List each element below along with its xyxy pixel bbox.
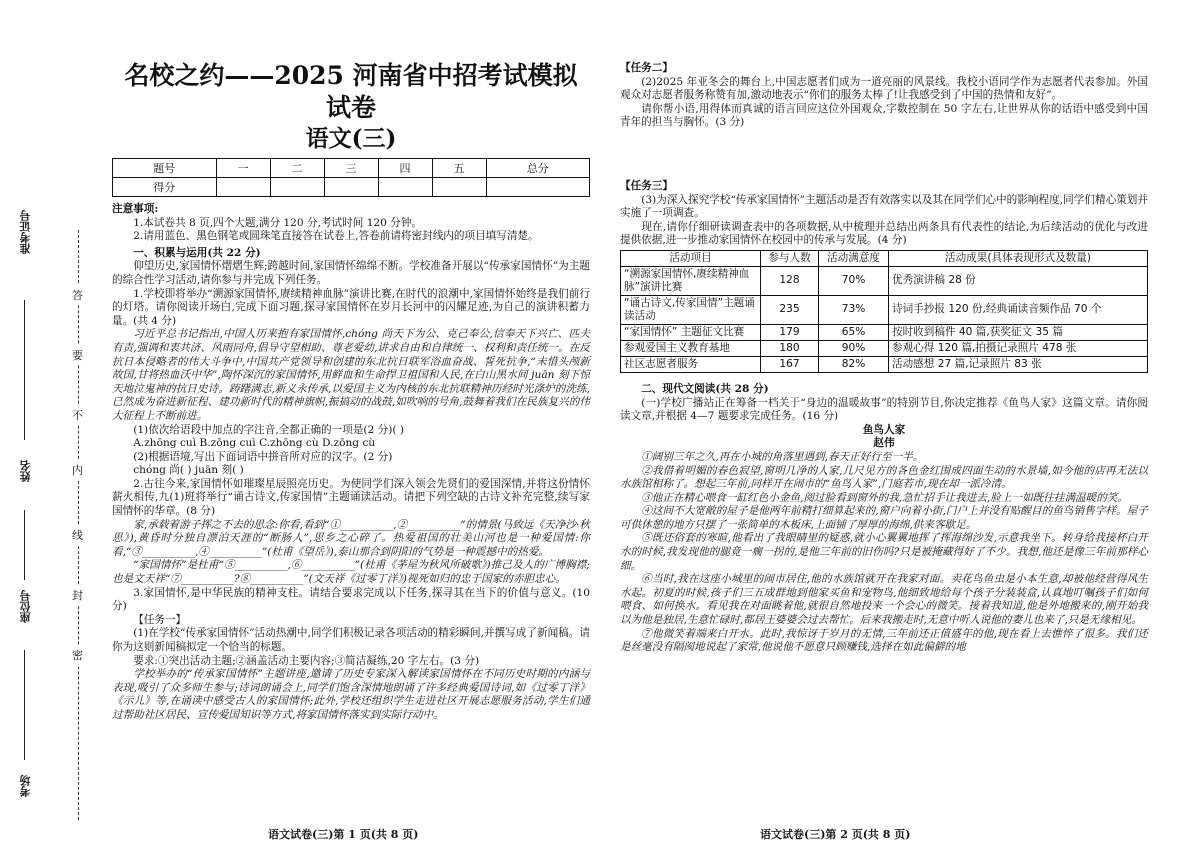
- article-title: 鱼鸟人家: [862, 423, 906, 436]
- seal-char: 线: [72, 525, 83, 545]
- question-1-passage: 习近平总书记指出,中国人历来抱有家国情怀,chóng 尚天下为公、克己奉公,信奉天下兴亡、匹夫有责,强调和衷共济、风雨同舟,倡导守望相助、尊老爱幼,讲求自由和自律统一、权利和责任统一。在反抗日本侵略者的伟大斗争中,中国共产党领导和创建的东北抗日联军浴血奋战、誓死抗争,“未惜头颅新故国,甘将热血沃中华”,陶怀深沉的家国情怀,用鲜血和生命捍卫祖国和人民,在白山黑水间 juān 刻下惊天地泣鬼神的抗日史诗。踌躇满志,新义永传承,以爱国主义为内核的东北抗联精神历经时光涤炉的洗练,已然成为奋进新征程、建功新时代的精神旗帜,振搞动的战鼓,如吹响的号角,鼓舞着我们在民族复兴的伟大征程上不断前进。: [112, 328, 590, 422]
- table-row: [621, 324, 1148, 340]
- survey-cell: 180: [761, 340, 819, 356]
- table-row: [621, 295, 1148, 324]
- score-header-cell: 二: [270, 159, 324, 178]
- survey-cell: 65%: [819, 324, 889, 340]
- survey-cell: 82%: [819, 356, 889, 372]
- article-paragraph: ①阔别三年之久,再在小城的角落里遇到,春天正好行至一半。: [641, 450, 924, 463]
- score-header-cell: 题号: [113, 159, 217, 178]
- seal-char: 密: [72, 645, 83, 665]
- survey-cell: 诗词手抄报 120 份,经典诵读音频作品 70 个: [889, 295, 1148, 324]
- seal-char: 内: [72, 460, 83, 480]
- footer-page-2: 语文试卷(三)第 2 页(共 8 页): [760, 828, 911, 841]
- name-line: [24, 510, 25, 580]
- table-row: [621, 266, 1148, 295]
- survey-header-cell: 活动满意度: [819, 250, 889, 266]
- footer-page-1: 语文试卷(三)第 1 页(共 8 页): [268, 828, 419, 841]
- survey-cell: 参观心得 120 篇,拍摄记录照片 478 张: [889, 340, 1148, 356]
- task-2: (2)2025 年亚冬会的舞台上,中国志愿者们成为一道亮丽的风景线。我校小语同学作为志愿者代表参加。外国观众对志愿者服务称赞有加,激动地表示“你们的服务太棒了!让我感受到了中国的热情和友好”。: [620, 75, 1148, 102]
- task-1-heading: 【任务一】: [133, 613, 187, 626]
- survey-cell: “溯源家国情怀,赓续精神血脉”演讲比赛: [621, 266, 761, 295]
- table-row: [621, 340, 1148, 356]
- survey-cell: 优秀演讲稿 28 份: [889, 266, 1148, 295]
- seat-line: [24, 650, 25, 760]
- room-label: 考场: [19, 775, 32, 797]
- exam-id-label: 准考证号: [19, 210, 32, 254]
- article-paragraph: ③他正在精心喂食一缸红色小金鱼,阅过脸看到窗外的我,急忙招手让我进去,脸上一如既往挂满温暖的笑。: [641, 491, 1129, 504]
- question-1: 1.学校即将举办“溯源家国情怀,赓续精神血脉”演讲比赛,在时代的浪潮中,家国情怀始终是我们前行的灯塔。请你阅读开场白,完成下面习题,探寻家国情怀在岁月长河中的闪耀足迹,为自己的演讲积蓄力量。(共 4 分): [112, 287, 590, 327]
- section-1-heading: 一、积累与运用(共 22 分): [133, 246, 261, 259]
- exam-id-line: [24, 300, 25, 440]
- article-paragraph: ④这间不大宽敞的屋子是他两年前精打细算起来的,窗户向着小街,门户上并没有贴醒目的鱼鸟销售字样。屋子可供休憩的地方只摆了一张简单的木板床,上面铺了厚厚的海绵,供来客歇足。: [620, 505, 1148, 531]
- survey-cell: 167: [761, 356, 819, 372]
- survey-cell: 70%: [819, 266, 889, 295]
- score-table: [112, 158, 590, 197]
- article-paragraph: ⑤既还俗套的寒暄,他看出了我眼睛里的疑惑,就小心翼翼地挥了挥海绵沙发,示意我坐下。转身给我接杯白开水的时候,我发现他的腿竟一瘸一拐的,是他三年前的旧伤吗?只是被掩藏得好了不少。我想,他还是像三年前那样心细。: [620, 532, 1148, 572]
- survey-cell: 90%: [819, 340, 889, 356]
- survey-cell: 参观爱国主义教育基地: [621, 340, 761, 356]
- question-2-text-2: “家国情怀”是杜甫“⑤__________,⑥__________”(杜甫《茅屋为秋风所破歌》)推己及人的广博胸襟;也是文天祥“⑦__________?⑧__________”(文天祥《过零丁洋》)视死如归的忠于国家的赤胆忠心。: [112, 559, 590, 586]
- question-1-1-options: A.zhōng cuì B.zōng cuì C.zhōng cù D.zōng cù: [133, 437, 376, 450]
- section-2-intro: (一)学校广播站正在筹备一档关于“身边的温暖故事”的特别节目,你决定推荐《鱼鸟人家》这篇文章。请你阅读文章,并根据 4—7 题要求完成任务。(16 分): [620, 396, 1148, 423]
- task-2-heading: 【任务二】: [620, 62, 673, 74]
- question-1-1: (1)依次给语段中加点的字注音,全都正确的一项是(2 分)( ): [133, 423, 405, 436]
- article-paragraph: ⑥当时,我在这座小城里的闹市居住,他的水族馆就开在我家对面。卖花鸟鱼虫是小本生意,却被他经营得风生水起。初夏的时候,孩子们三五成群地到他家买鱼和宠物鸟,他细致地给每个孩子分装装盒,认真地叮嘱孩子们如何喂食、如何换水。看见我在对面眺着他,就很自然地投来一个会心的微笑。接着我知道,他是外地搬来的,刚开始我以为他是独居,生意忙碌时,都居王婆婆会过去帮忙。后来我搬走时,无意中听人说他的妻儿也来了,只是无缘相见。: [620, 573, 1148, 627]
- survey-cell: 235: [761, 295, 819, 324]
- task-3-requirements: 现在,请你仔细研读调查表中的各项数据,从中梳理并总结出两条具有代表性的结论,为后续活动的优化与改进提供依据,进一步推动家国情怀在校园中的传承与发展。(4 分): [620, 220, 1148, 247]
- score-header-cell: 五: [432, 159, 486, 178]
- binding-strip: [0, 0, 110, 849]
- seal-char: 要: [72, 345, 83, 365]
- seal-char: 封: [72, 585, 83, 605]
- task-2-requirements: 请你帮小语,用得体而真诚的语言回应这位外国观众,字数控制在 50 字左右,让世界从你的话语中感受到中国青年的担当与胸怀。(3 分): [620, 102, 1148, 129]
- survey-cell: 社区志愿者服务: [621, 356, 761, 372]
- score-cell[interactable]: [324, 178, 378, 197]
- note-item: 2.请用蓝色、黑色钢笔或圆珠笔直接答在试卷上,答卷前请将密封线内的项目填写清楚。: [133, 230, 539, 243]
- article-author: 赵伟: [873, 437, 895, 450]
- question-1-2-blanks: chóng 尚( ) juān 刻( ): [133, 464, 244, 477]
- task-3: (3)为深入探究学校“传承家国情怀”主题活动是否有效落实以及其在同学们心中的影响程度,同学们精心策划并实施了一项调查。: [620, 193, 1148, 220]
- seal-char: 不: [72, 405, 83, 425]
- survey-header-cell: 参与人数: [761, 250, 819, 266]
- score-cell[interactable]: [270, 178, 324, 197]
- question-3: 3.家国情怀,是中华民族的精神支柱。请结合要求完成以下任务,探寻其在当下的价值与意义。(10 分): [112, 586, 590, 613]
- survey-cell: 活动感想 27 篇,记录照片 83 张: [889, 356, 1148, 372]
- task-1-requirements: 要求:①突出活动主题;②涵盖活动主要内容;③简洁凝练,20 字左右。(3 分): [133, 654, 480, 667]
- survey-table: [620, 250, 1148, 373]
- page-2: [620, 62, 1148, 655]
- survey-cell: 按时收到稿件 40 篇,获奖征文 35 篇: [889, 324, 1148, 340]
- page-1: [112, 60, 590, 723]
- survey-cell: 128: [761, 266, 819, 295]
- survey-header-cell: 活动成果(具体表现形式及数量): [889, 250, 1148, 266]
- survey-cell: 73%: [819, 295, 889, 324]
- score-cell[interactable]: [432, 178, 486, 197]
- article-paragraph: ⑦他微笑着端来白开水。此时,我惊讶于岁月的无情,三年前还正值盛年的他,现在看上去憔悴了很多。我们还是丝毫没有隔阂地说起了家常,他说他不愿意只顾赚钱,选择在如此偏僻的地: [620, 627, 1148, 654]
- survey-header-cell: 活动项目: [621, 250, 761, 266]
- score-header-cell: 总分: [486, 159, 590, 178]
- score-cell[interactable]: [486, 178, 590, 197]
- table-row: [621, 356, 1148, 372]
- name-label: 姓名: [19, 460, 32, 482]
- task-3-heading: 【任务三】: [620, 179, 673, 192]
- score-header-cell: 四: [378, 159, 432, 178]
- exam-subtitle: 语文(三): [305, 125, 397, 152]
- question-1-2: (2)根据语境,写出下面词语中拼音所对应的汉字。(2 分): [133, 450, 393, 463]
- score-cell[interactable]: [216, 178, 270, 197]
- exam-title: 名校之约——2025 河南省中招考试模拟试卷: [124, 61, 578, 122]
- survey-cell: “诵古诗文,传家国情”主题诵读活动: [621, 295, 761, 324]
- score-row-label: 得分: [113, 178, 217, 197]
- section-2-heading: 二、现代文阅读(共 28 分): [641, 382, 769, 395]
- article-paragraph: ②我借着明媚的春色寂望,窗明几净的人家,几尺见方的各色金红围成四面生动的水景墙,如今他的店再无法以水族馆相称了。想起三年前,同样开在闹市的“鱼鸟人家”,门庭若市,现在却一派冷清。: [620, 464, 1148, 491]
- note-item: 1.本试卷共 8 页,四个大题,满分 120 分,考试时间 120 分钟。: [133, 216, 423, 229]
- seat-label: 座位号: [19, 590, 32, 623]
- question-2-text: 家,承载着游子挥之不去的思念:你看,看到“①__________,②__________”的情景(马致远《天净沙·秋思》),黄昏时分独自漂泊天涯的“断肠人”,思乡之心碎了。热爱祖国的壮美山河也是一种爱国情:你看,“③__________,④__________”(杜甫《望岳》),泰山那合到阴阳的气势是一种震撼中的热爱。: [112, 518, 590, 558]
- task-1: (1)在学校“传承家国情怀”活动热潮中,同学们积极记录各项活动的精彩瞬间,并撰写成了新闻稿。请你为这则新闻稿拟定一个恰当的标题。: [112, 627, 590, 653]
- score-header-cell: 三: [324, 159, 378, 178]
- notes-heading: 注意事项:: [112, 203, 159, 215]
- task-1-news: 学校举办的“传承家国情怀”主题讲座,邀请了历史专家深入解读家国情怀在不同历史时期的内涵与表现,吸引了众多师生参与;诗词朗诵会上,同学们饱含深情地朗诵了许多经典爱国诗词,如《过零丁洋》《示儿》等,在诵读中感受古人的家国情怀;此外,学校还组织学生走进社区开展志愿服务活动,学生们通过帮助社区居民、宣传爱国知识等方式,将家国情怀落实到实际行动中。: [112, 668, 590, 721]
- survey-cell: 179: [761, 324, 819, 340]
- section-1-intro: 仰望历史,家国情怀熠熠生辉;跨越时间,家国情怀绵绵不断。学校准备开展以“传承家国情怀”为主题的综合性学习活动,请你参与并完成下列任务。: [112, 260, 590, 286]
- score-header-cell: 一: [216, 159, 270, 178]
- score-cell[interactable]: [378, 178, 432, 197]
- survey-cell: “家国情怀” 主题征文比赛: [621, 324, 761, 340]
- seal-char: 答: [72, 285, 83, 305]
- question-2: 2.古往今来,家国情怀如璀璨星辰照亮历史。为使同学们深入领会先贤们的爱国深情,并将这份情怀薪火相传,九(1)班将举行“诵古诗文,传家国情”主题诵读活动。请把下列空缺的古诗文补充完整,续写家国情怀的华章。(8 分): [112, 477, 590, 518]
